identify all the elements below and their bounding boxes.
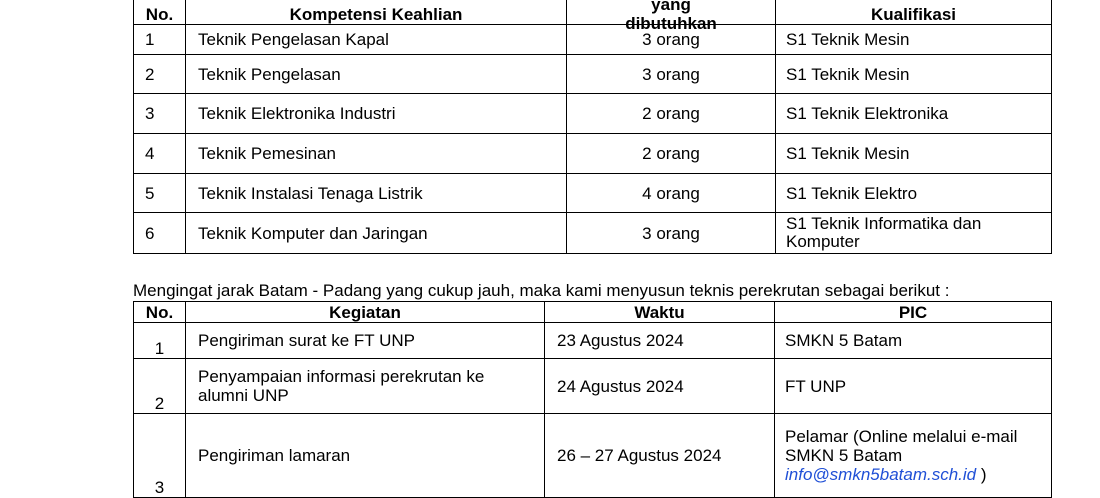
row-pic: SMKN 5 Batam xyxy=(775,323,1052,359)
header-jumlah xyxy=(567,0,776,33)
email-link[interactable]: info@smkn5batam.sch.id xyxy=(785,465,977,484)
row-no: 4 xyxy=(134,134,186,174)
row-kualifikasi: S1 Teknik Elektronika xyxy=(776,94,1052,134)
row-waktu: 24 Agustus 2024 xyxy=(545,359,775,414)
row-no: 2 xyxy=(134,359,186,414)
row-waktu: 23 Agustus 2024 xyxy=(545,323,775,359)
row-kegiatan-line1: Penyampaian informasi perekrutan ke xyxy=(198,367,485,386)
row-kegiatan xyxy=(186,359,545,414)
row-jumlah: 3 orang xyxy=(567,25,776,55)
row-jumlah: 2 orang xyxy=(567,94,776,134)
row-kompetensi: Teknik Instalasi Tenaga Listrik xyxy=(186,174,567,213)
row-no: 6 xyxy=(134,213,186,254)
table-row xyxy=(134,359,1052,414)
table-row xyxy=(134,94,1052,134)
row-kualifikasi-line1: S1 Teknik Informatika dan xyxy=(786,214,982,233)
row-no: 1 xyxy=(134,323,186,359)
row-pic-line2: SMKN 5 Batam xyxy=(785,446,903,465)
row-pic-suffix: ) xyxy=(976,465,987,484)
intro-text: Mengingat jarak Batam - Padang yang cukup jauh, maka kami menyusun teknis perekrutan sebagai berikut : xyxy=(133,281,950,300)
row-no: 3 xyxy=(134,414,186,498)
competency-table xyxy=(133,0,1052,254)
row-kualifikasi xyxy=(776,213,1052,254)
row-no: 5 xyxy=(134,174,186,213)
row-kualifikasi-line2: Komputer xyxy=(786,232,860,251)
header-jumlah-top: yang xyxy=(651,0,691,14)
row-kegiatan-line2: alumni UNP xyxy=(198,386,289,405)
row-kualifikasi: S1 Teknik Elektro xyxy=(776,174,1052,213)
row-pic-line1: Pelamar (Online melalui e-mail xyxy=(785,427,1018,446)
row-pic xyxy=(775,414,1052,498)
row-jumlah: 2 orang xyxy=(567,134,776,174)
table-header-row xyxy=(134,0,1052,25)
header-no: No. xyxy=(134,0,186,25)
row-kompetensi: Teknik Elektronika Industri xyxy=(186,94,567,134)
row-kompetensi: Teknik Pemesinan xyxy=(186,134,567,174)
row-pic: FT UNP xyxy=(775,359,1052,414)
header-waktu: Waktu xyxy=(545,302,775,323)
row-jumlah: 4 orang xyxy=(567,174,776,213)
row-no: 2 xyxy=(134,55,186,94)
schedule-table xyxy=(133,301,1052,498)
header-jumlah-bottom: dibutuhkan xyxy=(625,14,717,33)
header-pic: PIC xyxy=(775,302,1052,323)
row-kualifikasi: S1 Teknik Mesin xyxy=(776,134,1052,174)
table-row xyxy=(134,134,1052,174)
table-row xyxy=(134,55,1052,94)
row-kompetensi: Teknik Pengelasan xyxy=(186,55,567,94)
row-kompetensi: Teknik Pengelasan Kapal xyxy=(186,25,567,55)
table-row xyxy=(134,213,1052,254)
row-jumlah: 3 orang xyxy=(567,213,776,254)
table-row xyxy=(134,414,1052,498)
row-no: 3 xyxy=(134,94,186,134)
table-row xyxy=(134,174,1052,213)
row-waktu: 26 – 27 Agustus 2024 xyxy=(545,414,775,498)
header-kegiatan: Kegiatan xyxy=(186,302,545,323)
row-kegiatan: Pengiriman lamaran xyxy=(186,414,545,498)
header-kualifikasi: Kualifikasi xyxy=(776,0,1052,25)
row-jumlah: 3 orang xyxy=(567,55,776,94)
table-header-row xyxy=(134,302,1052,323)
header-kompetensi: Kompetensi Keahlian xyxy=(186,0,567,25)
table-row xyxy=(134,323,1052,359)
row-kegiatan: Pengiriman surat ke FT UNP xyxy=(186,323,545,359)
row-kompetensi: Teknik Komputer dan Jaringan xyxy=(186,213,567,254)
row-no: 1 xyxy=(134,25,186,55)
header-no: No. xyxy=(134,302,186,323)
row-kualifikasi: S1 Teknik Mesin xyxy=(776,25,1052,55)
row-kualifikasi: S1 Teknik Mesin xyxy=(776,55,1052,94)
